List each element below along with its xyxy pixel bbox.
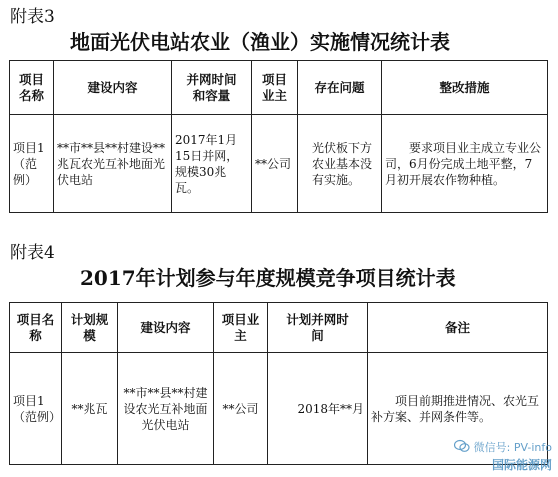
header-project-name-4: 项目名 称 bbox=[10, 303, 62, 353]
header-grid-time: 并网时间 和容量 bbox=[172, 61, 252, 115]
cell-content-4: **市**县**村建设农光互补地面光伏电站 bbox=[118, 353, 214, 465]
cell-content: **市**县**村建设**兆瓦农光互补地面光伏电站 bbox=[54, 115, 172, 213]
cell-scale: **兆瓦 bbox=[62, 353, 118, 465]
header-problem: 存在问题 bbox=[298, 61, 382, 115]
cell-project-name: 项目1（范例） bbox=[10, 115, 54, 213]
cell-grid-time-4: 2018年**月 bbox=[268, 353, 368, 465]
cell-problem: 光伏板下方农业基本没有实施。 bbox=[298, 115, 382, 213]
cell-measure: 要求项目业主成立专业公司，6月份完成土地平整，7月初开展农作物种植。 bbox=[382, 115, 548, 213]
watermark-wechat-id: 微信号: PV-info bbox=[473, 440, 552, 454]
annex3-label: 附表3 bbox=[10, 7, 55, 27]
cell-grid-time: 2017年1月15日并网，规模30兆瓦。 bbox=[172, 115, 252, 213]
watermark-site: 国际能源网 bbox=[491, 458, 552, 472]
wechat-icon bbox=[454, 439, 470, 456]
header-measure: 整改措施 bbox=[382, 61, 548, 115]
cell-owner-4: **公司 bbox=[214, 353, 268, 465]
watermark bbox=[454, 439, 552, 474]
header-note: 备注 bbox=[368, 303, 548, 353]
header-owner: 项目 业主 bbox=[252, 61, 298, 115]
annex4-label: 附表4 bbox=[10, 243, 55, 263]
header-grid-time-4: 计划并网时 间 bbox=[268, 303, 368, 353]
cell-owner: **公司 bbox=[252, 115, 298, 213]
cell-note: 项目前期推进情况、农光互补方案、并网条件等。 bbox=[368, 353, 548, 465]
annex4-title: 2017年计划参与年度规模竞争项目统计表 bbox=[80, 266, 456, 290]
header-scale: 计划规 模 bbox=[62, 303, 118, 353]
annex3-table bbox=[9, 60, 548, 213]
header-project-name: 项目 名称 bbox=[10, 61, 54, 115]
annex3-title: 地面光伏电站农业（渔业）实施情况统计表 bbox=[70, 30, 450, 54]
header-content-4: 建设内容 bbox=[118, 303, 214, 353]
header-content: 建设内容 bbox=[54, 61, 172, 115]
cell-project-name-4: 项目1（范例） bbox=[10, 353, 62, 465]
header-owner-4: 项目业 主 bbox=[214, 303, 268, 353]
